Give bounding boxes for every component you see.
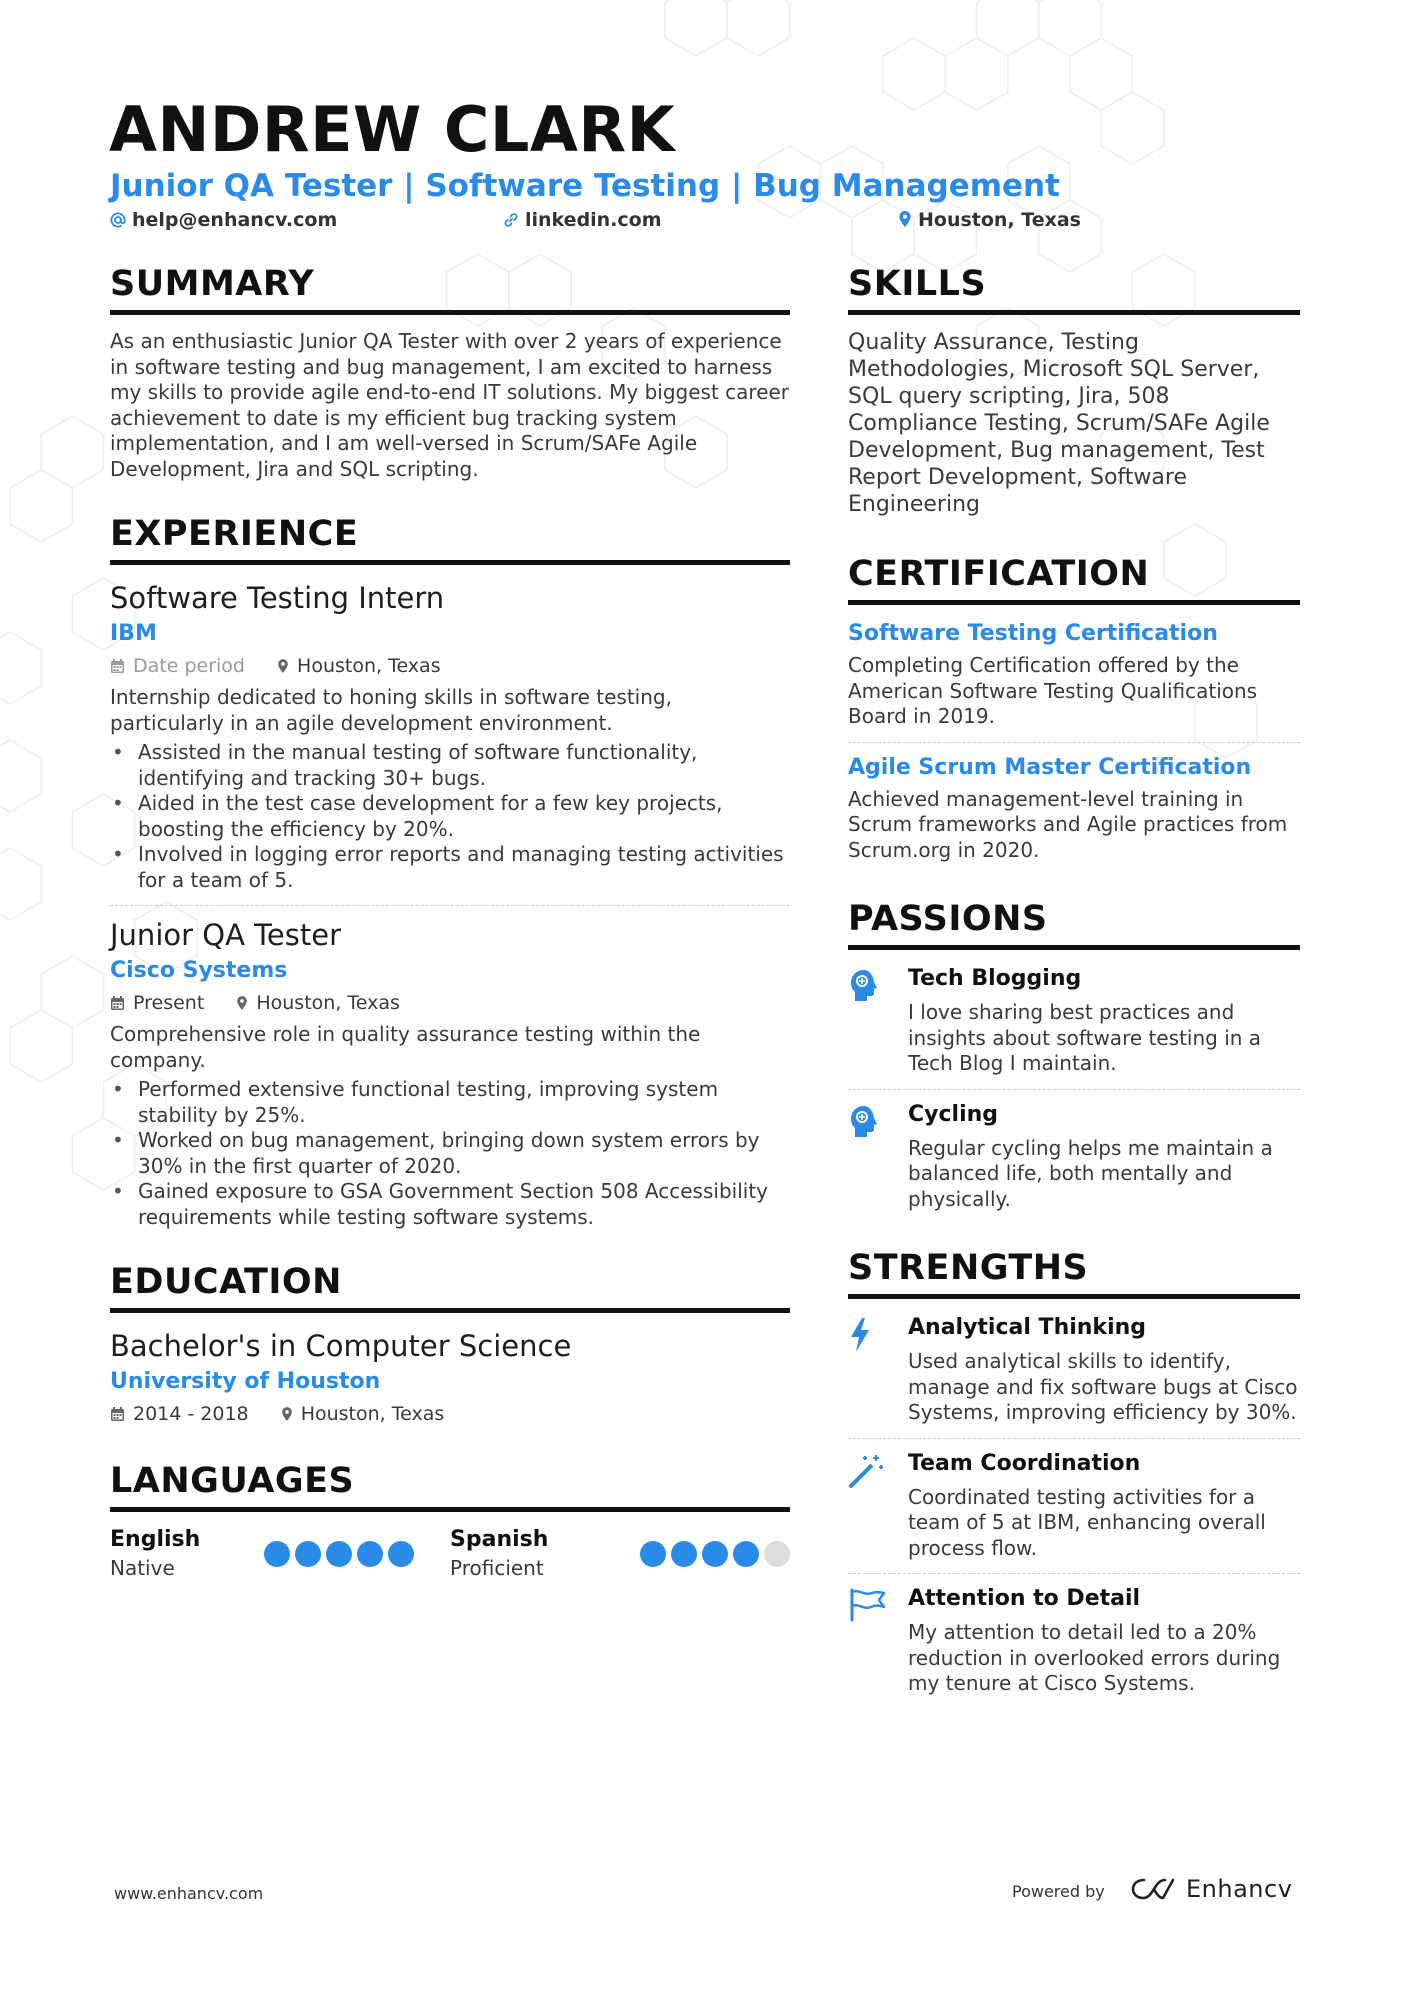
- map-pin-icon: [281, 1406, 293, 1422]
- candidate-name: ANDREW CLARK: [109, 93, 676, 166]
- rating-dot-empty: [764, 1541, 790, 1567]
- language-rating: [264, 1541, 414, 1567]
- job-bullet: • Gained exposure to GSA Government Section 508 Accessibility requirements while testing software systems.: [110, 1179, 790, 1230]
- passion-description: I love sharing best practices and insights about software testing in a Tech Blog I maintain.: [908, 1000, 1262, 1075]
- job-period: Date period: [133, 655, 245, 677]
- experience-item: [110, 916, 790, 1230]
- certification-title: CERTIFICATION: [848, 552, 1300, 605]
- experience-item: [110, 579, 790, 893]
- lightning-icon: [848, 1313, 908, 1357]
- enhancv-brand-text: Enhancv: [1186, 1875, 1293, 1903]
- education-title: EDUCATION: [110, 1260, 790, 1313]
- passion-title: Cycling: [908, 1101, 999, 1127]
- language-name: English: [110, 1527, 201, 1552]
- strength-title: Analytical Thinking: [908, 1315, 1147, 1340]
- map-pin-icon: [277, 658, 289, 674]
- left-column: [110, 262, 790, 1582]
- job-description: Internship dedicated to honing skills in software testing, particularly in an agile development environment.: [110, 685, 672, 735]
- job-bullet: • Performed extensive functional testing, improving system stability by 25%.: [110, 1077, 790, 1128]
- strength-item: [848, 1584, 1300, 1697]
- certification-description: Achieved management-level training in Scrum frameworks and Agile practices from Scrum.org in 2020.: [848, 786, 1288, 862]
- languages-list: [110, 1526, 790, 1582]
- strength-item: [848, 1449, 1300, 1562]
- enhancv-logo-icon: [1130, 1876, 1176, 1902]
- summary-title: SUMMARY: [110, 262, 790, 315]
- education-section: [110, 1260, 790, 1429]
- footer-website[interactable]: www.enhancv.com: [114, 1884, 264, 1903]
- company-name: IBM: [110, 621, 157, 646]
- job-location-wrap: [236, 992, 400, 1014]
- rating-dot-filled: [326, 1541, 352, 1567]
- head-icon: [848, 1100, 908, 1144]
- strength-title: Team Coordination: [908, 1450, 1141, 1476]
- map-pin-icon: [898, 210, 912, 228]
- headline: Junior QA Tester | Software Testing | Bug Management: [110, 168, 1060, 204]
- experience-title: EXPERIENCE: [110, 512, 790, 565]
- calendar-icon: [110, 1406, 125, 1422]
- job-location: Houston, Texas: [297, 655, 441, 677]
- email-text: help@enhancv.com: [132, 209, 338, 231]
- job-bullet: • Worked on bug management, bringing down system errors by 30% in the first quarter of 2020.: [110, 1128, 790, 1179]
- divider: [110, 905, 790, 906]
- magic-wand-icon: [848, 1449, 908, 1493]
- degree-name: Bachelor's in Computer Science: [110, 1329, 572, 1363]
- language-item: [450, 1526, 790, 1582]
- summary-text: As an enthusiastic Junior QA Tester with over 2 years of experience in software testing and bug management, I am excited to harness my skills to provide agile end-to-end IT solutions. My biggest career achievement to date is my efficient bug tracking system implementation, and I am well-versed in Scrum/SAFe Agile Development, Jira and SQL scripting.: [110, 329, 790, 481]
- job-location-wrap: [277, 655, 441, 677]
- calendar-icon: [110, 995, 125, 1011]
- passion-title: Tech Blogging: [908, 966, 1082, 991]
- education-meta: [110, 1399, 790, 1429]
- school-name: University of Houston: [110, 1369, 381, 1394]
- job-bullets: [110, 1077, 790, 1230]
- head-icon: [848, 964, 908, 1008]
- strength-description: Used analytical skills to identify, manage and fix software bugs at Cisco Systems, improving efficiency by 30%.: [908, 1349, 1298, 1424]
- certification-name: Agile Scrum Master Certification: [848, 754, 1252, 780]
- summary-section: [110, 262, 790, 482]
- rating-dot-filled: [295, 1541, 321, 1567]
- job-meta: [110, 651, 790, 681]
- location-text: Houston, Texas: [918, 209, 1081, 231]
- enhancv-logo[interactable]: [1130, 1874, 1292, 1904]
- footer-powered-by: Powered by: [1012, 1882, 1105, 1901]
- linkedin-text: linkedin.com: [525, 209, 662, 231]
- passions-title: PASSIONS: [848, 897, 1300, 950]
- map-pin-icon: [236, 995, 248, 1011]
- rating-dot-filled: [357, 1541, 383, 1567]
- job-title: Junior QA Tester: [110, 918, 342, 952]
- job-description: Comprehensive role in quality assurance testing within the company.: [110, 1022, 701, 1072]
- strengths-section: [848, 1246, 1300, 1697]
- languages-title: LANGUAGES: [110, 1459, 790, 1512]
- skills-section: [848, 262, 1300, 518]
- strength-title: Attention to Detail: [908, 1586, 1141, 1611]
- job-bullets: [110, 740, 790, 893]
- job-bullet: • Assisted in the manual testing of software functionality, identifying and tracking 30+ bugs.: [110, 740, 790, 791]
- rating-dot-filled: [671, 1541, 697, 1567]
- experience-section: [110, 512, 790, 1230]
- calendar-icon: [110, 658, 125, 674]
- strength-description: My attention to detail led to a 20% reduction in overlooked errors during my tenure at Cisco Systems.: [908, 1620, 1281, 1695]
- language-item: [110, 1526, 450, 1582]
- passion-item: [848, 1100, 1300, 1213]
- contact-linkedin[interactable]: [503, 206, 662, 234]
- certification-description: Completing Certification offered by the American Software Testing Qualifications Board in 2019.: [848, 653, 1258, 728]
- job-bullet: • Involved in logging error reports and managing testing activities for a team of 5.: [110, 842, 790, 893]
- passion-item: [848, 964, 1300, 1077]
- rating-dot-filled: [733, 1541, 759, 1567]
- certification-item: [848, 619, 1300, 730]
- certification-name: Software Testing Certification: [848, 621, 1218, 646]
- divider: [848, 1089, 1300, 1090]
- languages-section: [110, 1459, 790, 1582]
- at-icon: [110, 212, 126, 228]
- job-period: Present: [133, 992, 205, 1014]
- job-bullet: • Aided in the test case development for a few key projects, boosting the efficiency by 20%.: [110, 791, 790, 842]
- passions-section: [848, 897, 1300, 1212]
- contact-location: [898, 206, 1081, 234]
- rating-dot-filled: [640, 1541, 666, 1567]
- rating-dot-filled: [702, 1541, 728, 1567]
- skills-title: SKILLS: [848, 262, 1300, 315]
- job-title: Software Testing Intern: [110, 581, 445, 615]
- education-location: Houston, Texas: [300, 1403, 445, 1425]
- contact-email[interactable]: [110, 206, 337, 234]
- link-icon: [503, 212, 519, 228]
- skills-text: Quality Assurance, Testing Methodologies, Microsoft SQL Server, SQL query scripting, Jira, 508 Compliance Testing, Scrum/SAFe Agile Development, Bug management, Test Report Development, Software Engineering: [848, 330, 1270, 517]
- company-name: Cisco Systems: [110, 958, 288, 983]
- divider: [848, 1438, 1300, 1439]
- rating-dot-filled: [388, 1541, 414, 1567]
- language-name: Spanish: [450, 1527, 549, 1552]
- education-period: 2014 - 2018: [133, 1403, 249, 1425]
- certification-item: [848, 753, 1300, 864]
- education-location-wrap: [281, 1403, 445, 1425]
- strengths-title: STRENGTHS: [848, 1246, 1300, 1299]
- language-rating: [640, 1541, 790, 1567]
- divider: [848, 1573, 1300, 1574]
- passion-description: Regular cycling helps me maintain a balanced life, both mentally and physically.: [908, 1135, 1273, 1211]
- strength-item: [848, 1313, 1300, 1426]
- job-location: Houston, Texas: [256, 992, 400, 1014]
- strength-description: Coordinated testing activities for a team of 5 at IBM, enhancing overall process flow.: [908, 1484, 1266, 1560]
- rating-dot-filled: [264, 1541, 290, 1567]
- divider: [848, 742, 1300, 743]
- certification-section: [848, 552, 1300, 863]
- language-level: Native: [110, 1556, 175, 1580]
- right-column: [848, 262, 1300, 1697]
- language-level: Proficient: [450, 1556, 544, 1580]
- job-meta: [110, 988, 790, 1018]
- flag-icon: [848, 1584, 908, 1626]
